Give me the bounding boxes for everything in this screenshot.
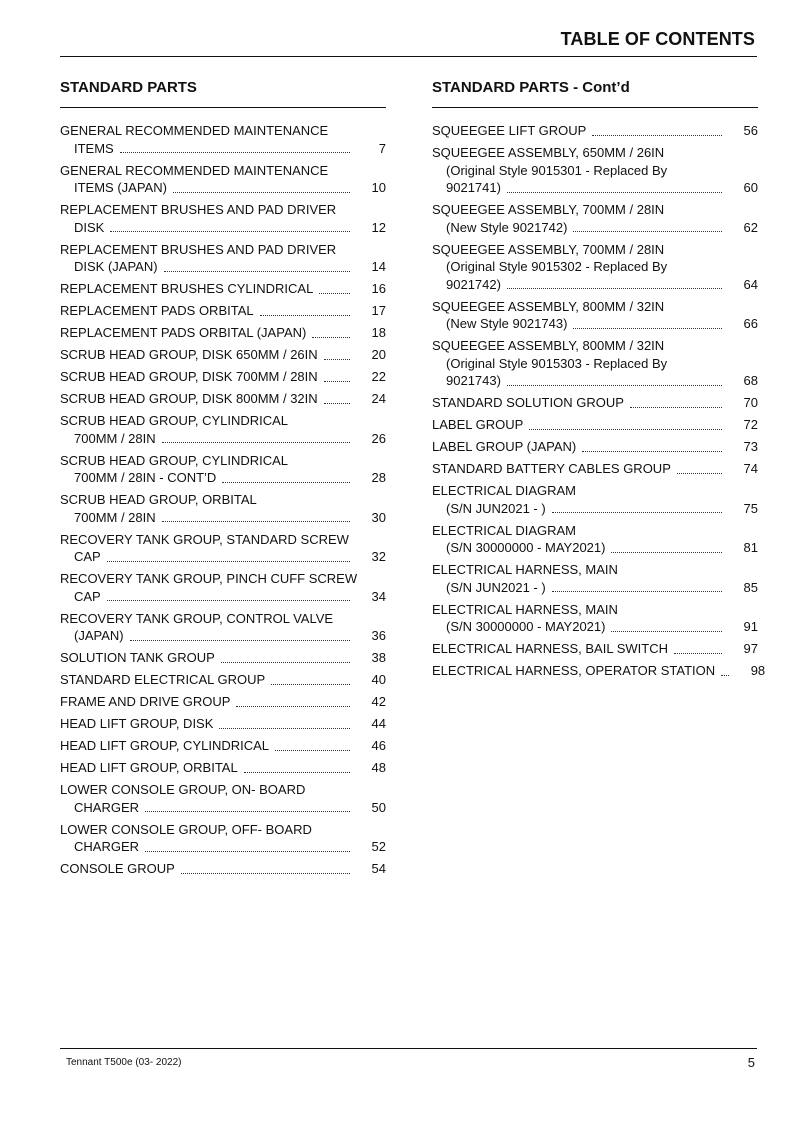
dot-leader (582, 450, 722, 452)
dot-leader (324, 402, 350, 404)
toc-entry-text: GENERAL RECOMMENDED MAINTENANCE (60, 123, 329, 138)
toc-entry-text: (Original Style 9015303 - Replaced By (446, 355, 668, 371)
toc-entry-text: CAP (74, 549, 101, 564)
dot-leader (130, 639, 350, 641)
toc-entry-text: (S/N 30000000 - MAY2021) (446, 619, 606, 634)
toc-entry-text: LOWER CONSOLE GROUP, ON- BOARD (60, 782, 306, 797)
toc-entry[interactable] (60, 452, 386, 487)
toc-entry-text: ITEMS (JAPAN) (74, 180, 167, 195)
toc-page-number: 52 (371, 839, 386, 854)
toc-entry[interactable] (432, 561, 758, 596)
footer-document-id: Tennant T500e (03- 2022) (66, 1057, 182, 1068)
toc-entry-text: GENERAL RECOMMENDED MAINTENANCE (60, 162, 329, 178)
toc-entry[interactable] (432, 241, 758, 294)
toc-entry-text: SQUEEGEE ASSEMBLY, 800MM / 32IN (432, 298, 665, 314)
toc-entry[interactable] (60, 649, 386, 667)
toc-page-number: 14 (371, 259, 386, 274)
dot-leader (529, 428, 722, 430)
toc-entry-text: (Original Style 9015301 - Replaced By (446, 162, 668, 178)
toc-entry[interactable] (60, 531, 386, 566)
toc-page-number: 70 (743, 395, 758, 410)
toc-entry[interactable] (60, 201, 386, 236)
toc-entry-text: SCRUB HEAD GROUP, DISK 700MM / 28IN (60, 369, 318, 384)
toc-entry-text: STANDARD ELECTRICAL GROUP (60, 672, 266, 687)
dot-leader (222, 481, 350, 483)
toc-entry-text: HEAD LIFT GROUP, CYLINDRICAL (60, 738, 270, 753)
toc-entry-text: STANDARD SOLUTION GROUP (432, 395, 624, 410)
toc-entry-text: 700MM / 28IN (74, 430, 156, 446)
dot-leader (110, 230, 350, 232)
toc-page-number: 98 (750, 663, 766, 678)
toc-entry[interactable] (60, 491, 386, 526)
toc-entry-text: (S/N 30000000 - MAY2021) (446, 540, 606, 555)
toc-entry-text: SQUEEGEE ASSEMBLY, 700MM / 28IN (432, 241, 665, 257)
toc-entry[interactable] (60, 821, 386, 856)
toc-page-number: 50 (371, 799, 386, 815)
dot-leader (507, 287, 722, 289)
toc-entry-text: RECOVERY TANK GROUP, CONTROL VALVE (60, 610, 334, 626)
toc-entry-text: ELECTRICAL DIAGRAM (432, 522, 576, 538)
toc-entry-text: SQUEEGEE LIFT GROUP (432, 123, 587, 138)
toc-page-number: 17 (371, 303, 386, 318)
toc-entry-text: SQUEEGEE ASSEMBLY, 700MM / 28IN (432, 202, 665, 217)
dot-leader (219, 727, 350, 729)
toc-page-number: 10 (371, 180, 386, 195)
dot-leader (145, 850, 350, 852)
dot-leader (611, 551, 722, 553)
right-column-title: STANDARD PARTS - Cont’d (432, 79, 630, 96)
toc-entry[interactable] (60, 781, 386, 816)
toc-entry-text: (JAPAN) (74, 628, 124, 643)
toc-entry[interactable] (432, 416, 758, 434)
toc-page-number: 68 (743, 373, 758, 388)
toc-page-number: 85 (743, 579, 758, 595)
left-column-title: STANDARD PARTS (60, 79, 197, 96)
dot-leader (260, 314, 350, 316)
toc-page-number: 32 (371, 549, 386, 564)
dot-leader (145, 810, 350, 812)
toc-page-number: 64 (743, 276, 758, 292)
toc-entry[interactable] (432, 482, 758, 517)
dot-leader (674, 652, 722, 654)
page-title: TABLE OF CONTENTS (560, 29, 755, 49)
dot-leader (275, 749, 350, 751)
toc-page-number: 60 (743, 180, 758, 195)
toc-entry[interactable] (60, 570, 386, 605)
toc-entry[interactable] (432, 201, 758, 236)
toc-entry[interactable] (60, 693, 386, 711)
footer-rule (60, 1048, 757, 1049)
toc-entry[interactable] (60, 860, 386, 878)
dot-leader (630, 406, 722, 408)
dot-leader (721, 674, 729, 676)
toc-page-number: 30 (371, 509, 386, 525)
dot-leader (181, 872, 350, 874)
toc-entry-text: RECOVERY TANK GROUP, STANDARD SCREW (60, 531, 349, 547)
toc-entry-text: REPLACEMENT BRUSHES AND PAD DRIVER (60, 241, 337, 257)
right-column (432, 78, 766, 684)
toc-entry-text: ELECTRICAL DIAGRAM (432, 483, 576, 498)
toc-entry[interactable] (60, 610, 386, 645)
dot-leader (324, 380, 350, 382)
toc-page-number: 44 (371, 716, 386, 731)
toc-entry[interactable] (432, 522, 758, 557)
toc-page-number: 24 (371, 391, 386, 406)
dot-leader (244, 771, 350, 773)
toc-entry-text: SQUEEGEE ASSEMBLY, 650MM / 26IN (432, 145, 665, 160)
toc-entry[interactable] (60, 346, 386, 364)
toc-entry-text: REPLACEMENT BRUSHES CYLINDRICAL (60, 281, 314, 296)
dot-leader (592, 134, 722, 136)
dot-leader (552, 590, 722, 592)
toc-entry-text: (New Style 9021742) (446, 219, 568, 235)
toc-page-number: 73 (743, 439, 758, 454)
dot-leader (573, 230, 722, 232)
toc-entry-text: ITEMS (74, 140, 114, 156)
toc-entry-text: SOLUTION TANK GROUP (60, 650, 215, 665)
dot-leader (236, 705, 350, 707)
dot-leader (573, 327, 722, 329)
dot-leader (324, 358, 350, 360)
dot-leader (120, 151, 350, 153)
toc-page-number: 42 (371, 694, 386, 709)
toc-page-number: 16 (371, 281, 386, 296)
toc-entry[interactable] (60, 302, 386, 320)
toc-page-number: 18 (371, 325, 386, 340)
left-toc-list (60, 122, 386, 878)
dot-leader (319, 292, 350, 294)
toc-entry-text: SCRUB HEAD GROUP, DISK 800MM / 32IN (60, 391, 318, 406)
toc-page-number: 72 (743, 417, 758, 432)
toc-entry-text: CHARGER (74, 799, 140, 815)
toc-page-number: 81 (743, 540, 758, 555)
toc-entry-text: (New Style 9021743) (446, 316, 568, 331)
toc-page-number: 36 (371, 628, 386, 643)
dot-leader (507, 191, 722, 193)
toc-entry-text: SQUEEGEE ASSEMBLY, 800MM / 32IN (432, 338, 665, 353)
toc-entry-text: HEAD LIFT GROUP, ORBITAL (60, 760, 238, 775)
toc-entry-text: (S/N JUN2021 - ) (446, 579, 546, 595)
dot-leader (107, 599, 350, 601)
toc-entry-text: SCRUB HEAD GROUP, CYLINDRICAL (60, 452, 289, 468)
dot-leader (162, 441, 350, 443)
dot-leader (164, 270, 350, 272)
toc-entry[interactable] (432, 122, 758, 140)
dot-leader (173, 191, 350, 193)
toc-page-number: 20 (371, 347, 386, 362)
dot-leader (312, 336, 350, 338)
toc-page-number: 40 (371, 672, 386, 687)
toc-entry-text: DISK (74, 219, 105, 235)
toc-entry-text: REPLACEMENT PADS ORBITAL (60, 303, 254, 318)
toc-entry[interactable] (432, 298, 758, 333)
dot-leader (162, 520, 350, 522)
dot-leader (271, 683, 350, 685)
toc-entry-text: STANDARD BATTERY CABLES GROUP (432, 461, 671, 476)
toc-entry[interactable] (432, 394, 758, 412)
toc-page-number: 22 (371, 369, 386, 384)
right-column-rule (432, 107, 758, 108)
toc-entry[interactable] (432, 337, 758, 390)
dot-leader (611, 630, 722, 632)
toc-entry-text: 700MM / 28IN - CONT’D (74, 470, 217, 485)
toc-entry[interactable] (432, 438, 758, 456)
dot-leader (107, 560, 350, 562)
toc-page-number: 34 (371, 588, 386, 604)
toc-page-number: 12 (371, 219, 386, 235)
toc-page-number: 62 (743, 219, 758, 235)
toc-page-number: 97 (743, 641, 758, 656)
toc-entry-text: RECOVERY TANK GROUP, PINCH CUFF SCREW (60, 571, 358, 586)
toc-page-number: 66 (743, 316, 758, 331)
toc-entry-text: 9021741) (446, 180, 501, 195)
toc-entry-text: SCRUB HEAD GROUP, ORBITAL (60, 492, 257, 507)
toc-entry[interactable] (60, 412, 386, 447)
toc-entry-text: (S/N JUN2021 - ) (446, 500, 546, 516)
toc-entry-text: ELECTRICAL HARNESS, MAIN (432, 601, 618, 617)
toc-entry-text: CAP (74, 588, 101, 604)
toc-entry-text: LABEL GROUP (JAPAN) (432, 439, 577, 454)
toc-page-number: 56 (743, 123, 758, 138)
toc-entry-text: DISK (JAPAN) (74, 259, 158, 274)
toc-page-number: 38 (371, 650, 386, 665)
toc-entry[interactable] (60, 162, 386, 197)
toc-page-number: 91 (743, 619, 758, 634)
toc-page-number: 7 (378, 140, 386, 156)
toc-entry-text: REPLACEMENT PADS ORBITAL (JAPAN) (60, 325, 307, 340)
dot-leader (552, 511, 722, 513)
toc-entry-text: HEAD LIFT GROUP, DISK (60, 716, 214, 731)
toc-entry[interactable] (432, 601, 758, 636)
toc-entry-text: ELECTRICAL HARNESS, BAIL SWITCH (432, 641, 668, 656)
left-column (60, 78, 386, 882)
toc-page-number: 28 (371, 470, 386, 485)
toc-entry-text: LOWER CONSOLE GROUP, OFF- BOARD (60, 821, 312, 837)
toc-entry[interactable] (60, 737, 386, 755)
toc-entry-text: ELECTRICAL HARNESS, OPERATOR STATION (432, 663, 716, 678)
toc-entry[interactable] (60, 671, 386, 689)
toc-entry-text: SCRUB HEAD GROUP, DISK 650MM / 26IN (60, 347, 318, 362)
toc-page-number: 74 (743, 461, 758, 476)
toc-entry[interactable] (60, 368, 386, 386)
toc-page-number: 48 (371, 760, 386, 775)
toc-entry-text: 700MM / 28IN (74, 509, 156, 525)
toc-entry-text: FRAME AND DRIVE GROUP (60, 694, 231, 709)
toc-entry[interactable] (60, 715, 386, 733)
toc-entry-text: ELECTRICAL HARNESS, MAIN (432, 562, 618, 577)
toc-entry-text: 9021742) (446, 276, 501, 292)
toc-entry-text: LABEL GROUP (432, 417, 524, 432)
toc-entry[interactable] (60, 241, 386, 276)
toc-entry-text: CHARGER (74, 839, 140, 854)
right-toc-list (432, 122, 766, 680)
toc-page-number: 46 (371, 738, 386, 753)
dot-leader (677, 472, 722, 474)
dot-leader (507, 384, 722, 386)
toc-entry[interactable] (432, 144, 758, 197)
toc-entry[interactable] (432, 460, 758, 478)
toc-entry[interactable] (60, 122, 386, 157)
toc-entry[interactable] (432, 662, 766, 680)
left-column-rule (60, 107, 386, 108)
toc-entry-text: 9021743) (446, 373, 501, 388)
toc-page-number: 54 (371, 861, 386, 876)
toc-entry-text: CONSOLE GROUP (60, 861, 175, 876)
footer-page-number: 5 (747, 1055, 755, 1070)
toc-entry-text: (Original Style 9015302 - Replaced By (446, 259, 668, 274)
toc-entry[interactable] (60, 324, 386, 342)
toc-entry[interactable] (60, 759, 386, 777)
toc-entry-text: SCRUB HEAD GROUP, CYLINDRICAL (60, 413, 289, 428)
toc-entry[interactable] (432, 640, 758, 658)
toc-entry-text: REPLACEMENT BRUSHES AND PAD DRIVER (60, 202, 337, 217)
toc-page-number: 75 (743, 500, 758, 516)
header-rule (60, 56, 757, 57)
dot-leader (221, 661, 350, 663)
toc-entry[interactable] (60, 280, 386, 298)
toc-page-number: 26 (371, 430, 386, 446)
toc-entry[interactable] (60, 390, 386, 408)
